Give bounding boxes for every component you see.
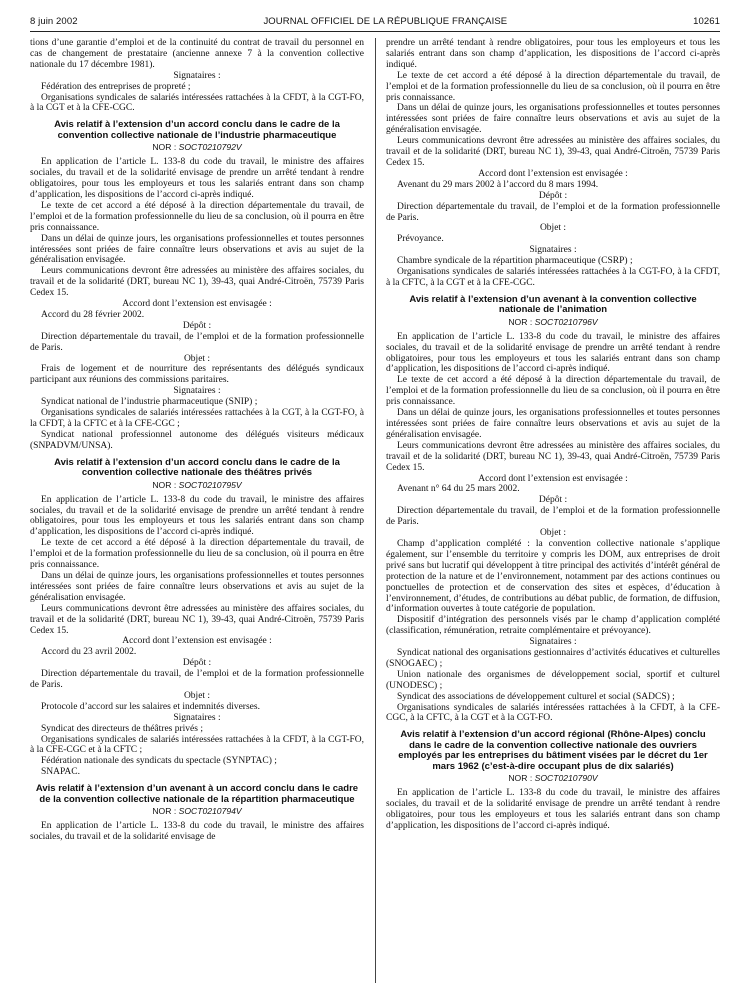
application-paragraph-start: En application de l’article L. 133-8 du code du travail, le ministre des affaires sociales, du travail et de la solidarité envisage de (30, 821, 364, 842)
depot-paragraph: Le texte de cet accord a été déposé à la direction départementale du travail, de l’emploi et de la formation professionnelle du lieu de sa conclusion, où il pourra en être pris connaissance. (386, 70, 720, 103)
continued-text: tions d’une garantie d’emploi et de la continuité du contrat de travail du personnel en cas de changement de prestataire (ancienne annexe 7 à la convention collective nationale du 17 décembre 1981). (30, 38, 364, 70)
objet-text: Champ d’application complété : la convention collective nationale s’applique également, sur l’ensemble du territoire y compris les DOM, aux entreprises de droit privé sans but lucratif qui développent à titre principal des activités d’intérêt général de protection de la nature et de l’environnement, notamment par des actions continues ou ponctuelles de protection et de conservation des sites et espèces, d’éducation à l’environnement, d’études, de contributions au débat public, de formation, de diffusion, d’information ouvertes à toute catégorie de population. (386, 538, 720, 615)
depot-paragraph: Le texte de cet accord a été déposé à la direction départementale du travail, de l’emploi et de la formation professionnelle du lieu de sa conclusion, où il pourra en être pris connaissance. (30, 200, 364, 233)
signataire: Organisations syndicales de salariés intéressées rattachées à la CFDT, à la CFE-CGC, à la CFTC, à la CGT et à la CGT-FO. (386, 702, 720, 724)
nor-reference: NOR : SOCT0210794V (152, 806, 242, 817)
notice-title: Avis relatif à l’extension d’un accord conclu dans le cadre de la convention collective nationale de l’industrie pharmaceutique (54, 119, 340, 141)
objet-label: Objet : (539, 528, 567, 539)
accord-reference: Avenant du 29 mars 2002 à l’accord du 8 mars 1994. (397, 179, 599, 190)
header-page-number: 10261 (693, 15, 720, 27)
communications-paragraph: Leurs communications devront être adressées au ministère des affaires sociales, du travail et de la solidarité (DRT, bureau NC 1), 39-43, quai André-Citroën, 75739 Paris Cedex 15. (386, 136, 720, 168)
notice-title: Avis relatif à l’extension d’un accord conclu dans le cadre de la convention collective nationale des théâtres privés (54, 456, 340, 479)
communications-paragraph: Leurs communications devront être adressées au ministère des affaires sociales, du travail et de la solidarité (DRT, bureau NC 1), 39-43, quai André-Citroën, 75739 Paris Cedex 15. (30, 603, 364, 636)
signataire: Syndicat national professionnel autonome des délégués visiteurs médicaux (SNPADVM/UNSA). (30, 429, 364, 451)
signataires-label: Signataires : (529, 637, 577, 648)
depot-paragraph: Le texte de cet accord a été déposé à la direction départementale du travail, de l’emploi et de la formation professionnelle du lieu de sa conclusion, où il pourra en être pris connaissance. (30, 538, 364, 571)
delai-paragraph: Dans un délai de quinze jours, les organisations professionnelles et toutes personnes intéressées sont priées de faire connaître leurs observations et avis au sujet de la généralisation envisagée. (386, 103, 720, 136)
left-column (30, 38, 364, 983)
application-paragraph: En application de l’article L. 133-8 du code du travail, le ministre des affaires sociales, du travail et de la solidarité envisage de prendre un arrêté tendant à rendre obligatoires, pour tous les employeurs et tous les salariés entrant dans son champ d’application, les dispositions de l’accord ci-après indiqué. (386, 331, 720, 375)
signataire: Union nationale des organismes de développement social, sportif et culturel (UNODESC) ; (386, 669, 720, 691)
notice-title: Avis relatif à l’extension d’un avenant à un accord conclu dans le cadre de la convention collective nationale de la répartition pharmaceutique (35, 783, 359, 805)
signataire: Syndicat national des organisations gestionnaires d’activités éducatives et culturelles (SNOGAEC) ; (386, 648, 720, 669)
signataire: Organisations syndicales de salariés intéressées rattachées à la CFDT, à la CGT-FO, à la CGT et à la CFE-CGC. (30, 92, 364, 114)
signataire: Fédération nationale des syndicats du spectacle (SYNPTAC) ; (41, 756, 277, 767)
right-column (386, 38, 720, 983)
depot-direction: Direction départementale du travail, de l’emploi et de la formation professionnelle de Paris. (386, 201, 720, 223)
objet-label: Objet : (539, 223, 567, 234)
delai-paragraph: Dans un délai de quinze jours, les organisations professionnelles et toutes personnes intéressées sont priées de faire connaître leurs observations et avis au sujet de la généralisation envisagée. (386, 408, 720, 440)
objet-text: Frais de logement et de nourriture des représentants des délégués syndicaux participant aux réunions des commissions paritaires. (30, 364, 364, 386)
signataires-label: Signataires : (173, 712, 221, 723)
notice-title: Avis relatif à l’extension d’un avenant à la convention collective nationale de l’animation (409, 293, 697, 316)
running-head (30, 14, 720, 28)
nor-code: SOCT0210794V (178, 806, 242, 817)
header-date: 8 juin 2002 (30, 15, 78, 27)
communications-paragraph: Leurs communications devront être adressées au ministère des affaires sociales, du travail et de la solidarité (DRT, bureau NC 1), 39-43, quai André-Citroën, 75739 Paris Cedex 15. (30, 266, 364, 299)
accord-envisage-label: Accord dont l’extension est envisagée : (478, 473, 628, 484)
depot-label: Dépôt : (182, 320, 212, 331)
signataire: Organisations syndicales de salariés intéressées rattachées à la CGT, à la CGT-FO, à la CFDT, à la CFTC et à la CFE-CGC ; (30, 408, 364, 429)
application-paragraph: En application de l’article L. 133-8 du code du travail, le ministre des affaires sociales, du travail et de la solidarité envisage de prendre un arrêté tendant à rendre obligatoires, pour tous les employeurs et tous les salariés entrant dans son champ d’application, les dispositions de l’accord ci-après indiqué. (30, 494, 364, 538)
accord-reference: Avenant n° 64 du 25 mars 2002. (397, 484, 520, 495)
depot-direction: Direction départementale du travail, de l’emploi et de la formation professionnelle de Paris. (386, 506, 720, 528)
accord-reference: Accord du 28 février 2002. (41, 309, 145, 320)
objet-text: Protocole d’accord sur les salaires et indemnités diverses. (41, 701, 260, 712)
depot-label: Dépôt : (182, 658, 212, 669)
depot-label: Dépôt : (538, 190, 568, 201)
signataire: Fédération des entreprises de propreté ; (41, 81, 191, 92)
delai-paragraph: Dans un délai de quinze jours, les organisations professionnelles et toutes personnes intéressées sont priées de faire connaître leurs observations et avis au sujet de la généralisation envisagée. (30, 570, 364, 603)
nor-code: SOCT0210796V (534, 316, 598, 327)
accord-envisage-label: Accord dont l’extension est envisagée : (122, 299, 272, 310)
signataire: Syndicat des associations de développement culturel et social (SADCS) ; (397, 691, 675, 702)
communications-paragraph: Leurs communications devront être adressées au ministère des affaires sociales, du travail et de la solidarité (DRT, bureau NC 1), 39-43, quai André-Citroën, 75739 Paris Cedex 15. (386, 440, 720, 473)
header-journal-title: JOURNAL OFFICIEL DE LA RÉPUBLIQUE FRANÇAISE (263, 15, 508, 27)
signataire: Syndicat des directeurs de théâtres privés ; (41, 723, 203, 734)
nor-code: SOCT0210790V (534, 773, 598, 784)
depot-label: Dépôt : (538, 495, 568, 506)
depot-direction: Direction départementale du travail, de l’emploi et de la formation professionnelle de Paris. (30, 669, 364, 691)
delai-paragraph: Dans un délai de quinze jours, les organisations professionnelles et toutes personnes intéressées sont priées de faire connaître leurs observations et avis au sujet de la généralisation envisagée. (30, 233, 364, 266)
nor-code: SOCT0210795V (178, 479, 242, 490)
accord-reference: Accord du 23 avril 2002. (41, 647, 137, 658)
header-rule (30, 31, 720, 32)
signataire: Organisations syndicales de salariés intéressées rattachées à la CFDT, à la CGT-FO, à la CFE-CGC et à la CFTC ; (30, 734, 364, 756)
accord-envisage-label: Accord dont l’extension est envisagée : (122, 636, 272, 647)
notice-title: Avis relatif à l’extension d’un accord régional (Rhône-Alpes) conclu dans le cadre de la convention collective nationale des ouvriers employés par les entreprises du bâtiment visées par le décret du 1er mars 1962 (c’est-à-dire occupant plus de dix salariés) (398, 729, 708, 772)
nor-reference: NOR : SOCT0210792V (152, 142, 242, 153)
accord-envisage-label: Accord dont l’extension est envisagée : (478, 168, 628, 179)
nor-reference: NOR : SOCT0210795V (152, 479, 242, 490)
objet-label: Objet : (183, 690, 211, 701)
nor-code: SOCT0210792V (178, 142, 242, 153)
signataire: SNAPAC. (41, 767, 80, 778)
application-paragraph: En application de l’article L. 133-8 du code du travail, le ministre des affaires sociales, du travail et de la solidarité envisage de prendre un arrêté tendant à rendre obligatoires, pour tous les employeurs et tous les salariés entrant dans son champ d’application, les dispositions de l’accord ci-après indiqué. (386, 788, 720, 831)
objet-text: Dispositif d’intégration des personnels visés par le champ d’application complété (classification, rémunération, retraite complémentaire et prévoyance). (386, 615, 720, 637)
nor-reference: NOR : SOCT0210790V (508, 773, 598, 784)
application-paragraph-continued: prendre un arrêté tendant à rendre obligatoires, pour tous les employeurs et tous les salariés entrant dans son champ d’application, les dispositions de l’accord ci-après indiqué. (386, 38, 720, 70)
signataire: Syndicat national de l’industrie pharmaceutique (SNIP) ; (41, 397, 258, 408)
depot-paragraph: Le texte de cet accord a été déposé à la direction départementale du travail, de l’emploi et de la formation professionnelle du lieu de sa conclusion, où il pourra en être pris connaissance. (386, 375, 720, 408)
depot-direction: Direction départementale du travail, de l’emploi et de la formation professionnelle de Paris. (30, 331, 364, 353)
signataire: Chambre syndicale de la répartition pharmaceutique (CSRP) ; (397, 256, 633, 267)
signataires-label: Signataires : (173, 70, 221, 81)
objet-text: Prévoyance. (397, 234, 444, 245)
objet-label: Objet : (183, 353, 211, 364)
column-rule (375, 38, 376, 983)
signataires-label: Signataires : (529, 245, 577, 256)
application-paragraph: En application de l’article L. 133-8 du code du travail, le ministre des affaires sociales, du travail et de la solidarité envisage de prendre un arrêté tendant à rendre obligatoires, pour tous les employeurs et tous les salariés entrant dans son champ d’application, les dispositions de l’accord ci-après indiqué. (30, 157, 364, 200)
nor-reference: NOR : SOCT0210796V (508, 316, 598, 327)
signataire: Organisations syndicales de salariés intéressées rattachées à la CGT-FO, à la CFDT, à la CFTC, à la CGT et à la CFE-CGC. (386, 267, 720, 288)
signataires-label: Signataires : (173, 386, 221, 397)
